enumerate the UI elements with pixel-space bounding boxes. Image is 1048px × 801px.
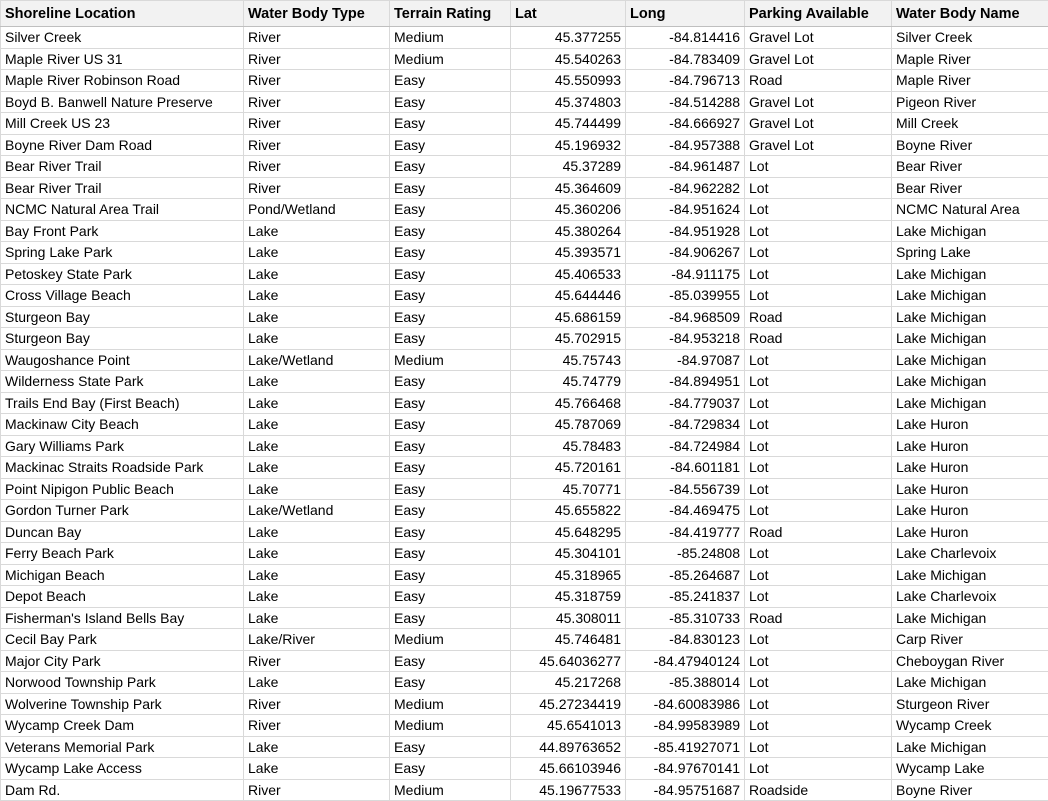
shoreline-location-cell[interactable]: Wycamp Creek Dam <box>1 715 244 737</box>
terrain-rating-cell[interactable]: Easy <box>390 285 511 307</box>
long-cell[interactable]: -85.41927071 <box>626 736 745 758</box>
terrain-rating-cell[interactable]: Easy <box>390 650 511 672</box>
shoreline-location-cell[interactable]: Bear River Trail <box>1 156 244 178</box>
shoreline-location-cell[interactable]: Boyd B. Banwell Nature Preserve <box>1 91 244 113</box>
long-cell[interactable]: -84.796713 <box>626 70 745 92</box>
water-body-name-cell[interactable]: Cheboygan River <box>892 650 1048 672</box>
shoreline-location-cell[interactable]: Veterans Memorial Park <box>1 736 244 758</box>
terrain-rating-cell[interactable]: Easy <box>390 134 511 156</box>
shoreline-location-cell[interactable]: Duncan Bay <box>1 521 244 543</box>
header-row-group <box>1 1 1048 27</box>
table-row <box>1 435 1048 457</box>
terrain-rating-cell[interactable]: Easy <box>390 500 511 522</box>
long-cell[interactable]: -84.95751687 <box>626 779 745 801</box>
parking-available-cell[interactable]: Road <box>745 70 892 92</box>
lat-cell[interactable]: 45.196932 <box>511 134 626 156</box>
lat-cell[interactable]: 45.66103946 <box>511 758 626 780</box>
parking-available-cell[interactable]: Lot <box>745 285 892 307</box>
water-body-type-cell[interactable]: Lake <box>244 242 390 264</box>
long-cell[interactable]: -84.469475 <box>626 500 745 522</box>
shoreline-location-cell[interactable]: Major City Park <box>1 650 244 672</box>
long-cell[interactable]: -84.894951 <box>626 371 745 393</box>
terrain-rating-cell[interactable]: Easy <box>390 199 511 221</box>
table-row <box>1 27 1048 49</box>
lat-cell[interactable]: 45.217268 <box>511 672 626 694</box>
shoreline-location-cell[interactable]: Gordon Turner Park <box>1 500 244 522</box>
lat-cell[interactable]: 45.744499 <box>511 113 626 135</box>
water-body-name-cell[interactable]: Lake Michigan <box>892 263 1048 285</box>
long-cell[interactable]: -85.039955 <box>626 285 745 307</box>
long-cell[interactable]: -84.906267 <box>626 242 745 264</box>
water-body-name-cell[interactable]: Lake Michigan <box>892 736 1048 758</box>
long-cell[interactable]: -84.951624 <box>626 199 745 221</box>
terrain-rating-cell[interactable]: Easy <box>390 435 511 457</box>
shoreline-location-cell[interactable]: Mackinac Straits Roadside Park <box>1 457 244 479</box>
lat-cell[interactable]: 45.702915 <box>511 328 626 350</box>
water-body-name-cell[interactable]: Pigeon River <box>892 91 1048 113</box>
terrain-rating-cell[interactable]: Easy <box>390 371 511 393</box>
parking-available-cell[interactable]: Lot <box>745 457 892 479</box>
terrain-rating-cell[interactable]: Easy <box>390 242 511 264</box>
lat-cell[interactable]: 45.377255 <box>511 27 626 49</box>
table-row <box>1 328 1048 350</box>
long-cell[interactable]: -85.264687 <box>626 564 745 586</box>
terrain-rating-cell[interactable]: Easy <box>390 328 511 350</box>
parking-available-cell[interactable]: Lot <box>745 199 892 221</box>
shoreline-location-cell[interactable]: Dam Rd. <box>1 779 244 801</box>
table-row <box>1 715 1048 737</box>
long-cell[interactable]: -84.830123 <box>626 629 745 651</box>
terrain-rating-cell[interactable]: Easy <box>390 607 511 629</box>
parking-available-cell[interactable]: Lot <box>745 349 892 371</box>
water-body-type-cell[interactable]: Lake <box>244 263 390 285</box>
shoreline-location-cell[interactable]: Maple River Robinson Road <box>1 70 244 92</box>
parking-available-cell[interactable]: Lot <box>745 650 892 672</box>
long-cell[interactable]: -85.24808 <box>626 543 745 565</box>
water-body-name-cell[interactable]: Wycamp Creek <box>892 715 1048 737</box>
terrain-rating-cell[interactable]: Easy <box>390 478 511 500</box>
shoreline-location-cell[interactable]: Depot Beach <box>1 586 244 608</box>
water-body-type-cell[interactable]: River <box>244 134 390 156</box>
water-body-type-cell[interactable]: Lake/Wetland <box>244 349 390 371</box>
lat-cell[interactable]: 45.19677533 <box>511 779 626 801</box>
parking-available-cell[interactable]: Gravel Lot <box>745 134 892 156</box>
shoreline-location-cell[interactable]: Silver Creek <box>1 27 244 49</box>
shoreline-location-cell[interactable]: Wycamp Lake Access <box>1 758 244 780</box>
table-row <box>1 564 1048 586</box>
water-body-name-cell[interactable]: Spring Lake <box>892 242 1048 264</box>
shoreline-location-cell[interactable]: Wilderness State Park <box>1 371 244 393</box>
lat-cell[interactable]: 45.787069 <box>511 414 626 436</box>
terrain-rating-cell[interactable]: Easy <box>390 586 511 608</box>
parking-available-cell[interactable]: Lot <box>745 758 892 780</box>
water-body-name-cell[interactable]: Lake Michigan <box>892 371 1048 393</box>
table-row <box>1 414 1048 436</box>
lat-cell[interactable]: 45.746481 <box>511 629 626 651</box>
water-body-type-cell[interactable]: Lake <box>244 564 390 586</box>
parking-available-cell[interactable]: Lot <box>745 392 892 414</box>
lat-cell[interactable]: 45.70771 <box>511 478 626 500</box>
parking-available-cell[interactable]: Road <box>745 306 892 328</box>
long-cell[interactable]: -85.241837 <box>626 586 745 608</box>
shoreline-location-cell[interactable]: Michigan Beach <box>1 564 244 586</box>
water-body-type-cell[interactable]: Lake <box>244 758 390 780</box>
shoreline-location-cell[interactable]: Boyne River Dam Road <box>1 134 244 156</box>
parking-available-cell[interactable]: Lot <box>745 371 892 393</box>
lat-cell[interactable]: 45.360206 <box>511 199 626 221</box>
table-row <box>1 607 1048 629</box>
terrain-rating-cell[interactable]: Easy <box>390 564 511 586</box>
parking-available-cell[interactable]: Road <box>745 607 892 629</box>
long-cell[interactable]: -84.911175 <box>626 263 745 285</box>
table-row <box>1 500 1048 522</box>
terrain-rating-cell[interactable]: Easy <box>390 306 511 328</box>
long-cell[interactable]: -84.666927 <box>626 113 745 135</box>
table-row <box>1 371 1048 393</box>
lat-cell[interactable]: 45.686159 <box>511 306 626 328</box>
water-body-name-cell[interactable]: Wycamp Lake <box>892 758 1048 780</box>
water-body-type-cell[interactable]: Lake <box>244 371 390 393</box>
terrain-rating-cell[interactable]: Easy <box>390 263 511 285</box>
water-body-name-cell[interactable]: Lake Michigan <box>892 672 1048 694</box>
water-body-name-cell[interactable]: Lake Huron <box>892 478 1048 500</box>
shoreline-location-cell[interactable]: Spring Lake Park <box>1 242 244 264</box>
water-body-name-cell[interactable]: Lake Michigan <box>892 328 1048 350</box>
parking-available-cell[interactable]: Lot <box>745 500 892 522</box>
parking-available-cell[interactable]: Lot <box>745 543 892 565</box>
long-cell[interactable]: -84.601181 <box>626 457 745 479</box>
water-body-type-cell[interactable]: Lake <box>244 736 390 758</box>
table-row <box>1 521 1048 543</box>
lat-cell[interactable]: 45.380264 <box>511 220 626 242</box>
table-row <box>1 91 1048 113</box>
long-cell[interactable]: -84.783409 <box>626 48 745 70</box>
water-body-type-cell[interactable]: River <box>244 693 390 715</box>
shoreline-location-cell[interactable]: Point Nipigon Public Beach <box>1 478 244 500</box>
table-row <box>1 478 1048 500</box>
water-body-type-cell[interactable]: Lake <box>244 543 390 565</box>
water-body-type-cell[interactable]: Lake <box>244 586 390 608</box>
parking-available-cell[interactable]: Lot <box>745 242 892 264</box>
lat-cell[interactable]: 45.393571 <box>511 242 626 264</box>
long-cell[interactable]: -85.310733 <box>626 607 745 629</box>
lat-cell[interactable]: 45.78483 <box>511 435 626 457</box>
long-cell[interactable]: -84.556739 <box>626 478 745 500</box>
long-cell[interactable]: -84.961487 <box>626 156 745 178</box>
long-cell[interactable]: -84.514288 <box>626 91 745 113</box>
shoreline-location-cell[interactable]: Bay Front Park <box>1 220 244 242</box>
parking-available-cell[interactable]: Lot <box>745 586 892 608</box>
water-body-type-cell[interactable]: Lake/River <box>244 629 390 651</box>
parking-available-cell[interactable]: Road <box>745 521 892 543</box>
long-cell[interactable]: -84.814416 <box>626 27 745 49</box>
table-row <box>1 629 1048 651</box>
water-body-name-cell[interactable]: Bear River <box>892 156 1048 178</box>
shoreline-location-cell[interactable]: Norwood Township Park <box>1 672 244 694</box>
terrain-rating-cell[interactable]: Easy <box>390 758 511 780</box>
water-body-type-cell[interactable]: Lake <box>244 478 390 500</box>
table-row <box>1 586 1048 608</box>
lat-cell[interactable]: 45.6541013 <box>511 715 626 737</box>
terrain-rating-cell[interactable]: Medium <box>390 693 511 715</box>
lat-cell[interactable]: 45.655822 <box>511 500 626 522</box>
water-body-name-cell[interactable]: Lake Huron <box>892 435 1048 457</box>
lat-cell[interactable]: 45.374803 <box>511 91 626 113</box>
water-body-name-cell[interactable]: Mill Creek <box>892 113 1048 135</box>
shoreline-location-cell[interactable]: Wolverine Township Park <box>1 693 244 715</box>
water-body-type-cell[interactable]: Pond/Wetland <box>244 199 390 221</box>
shoreline-location-cell[interactable]: Trails End Bay (First Beach) <box>1 392 244 414</box>
parking-available-cell[interactable]: Gravel Lot <box>745 91 892 113</box>
lat-cell[interactable]: 45.304101 <box>511 543 626 565</box>
shoreline-location-cell[interactable]: Sturgeon Bay <box>1 306 244 328</box>
water-body-name-cell[interactable]: Lake Michigan <box>892 392 1048 414</box>
column-header-long[interactable]: Long <box>626 1 745 27</box>
terrain-rating-cell[interactable]: Easy <box>390 177 511 199</box>
lat-cell[interactable]: 45.74779 <box>511 371 626 393</box>
water-body-type-cell[interactable]: River <box>244 48 390 70</box>
column-header-water-body-type[interactable]: Water Body Type <box>244 1 390 27</box>
long-cell[interactable]: -84.779037 <box>626 392 745 414</box>
water-body-name-cell[interactable]: Maple River <box>892 48 1048 70</box>
parking-available-cell[interactable]: Lot <box>745 672 892 694</box>
terrain-rating-cell[interactable]: Easy <box>390 543 511 565</box>
water-body-type-cell[interactable]: River <box>244 27 390 49</box>
terrain-rating-cell[interactable]: Easy <box>390 156 511 178</box>
parking-available-cell[interactable]: Lot <box>745 629 892 651</box>
terrain-rating-cell[interactable]: Easy <box>390 672 511 694</box>
water-body-type-cell[interactable]: River <box>244 177 390 199</box>
lat-cell[interactable]: 45.75743 <box>511 349 626 371</box>
shoreline-location-cell[interactable]: NCMC Natural Area Trail <box>1 199 244 221</box>
parking-available-cell[interactable]: Lot <box>745 693 892 715</box>
lat-cell[interactable]: 45.37289 <box>511 156 626 178</box>
table-row <box>1 263 1048 285</box>
water-body-name-cell[interactable]: Lake Michigan <box>892 285 1048 307</box>
water-body-type-cell[interactable]: Lake <box>244 392 390 414</box>
column-header-terrain-rating[interactable]: Terrain Rating <box>390 1 511 27</box>
table-row <box>1 543 1048 565</box>
table-row <box>1 177 1048 199</box>
shoreline-location-cell[interactable]: Waugoshance Point <box>1 349 244 371</box>
terrain-rating-cell[interactable]: Easy <box>390 220 511 242</box>
parking-available-cell[interactable]: Lot <box>745 736 892 758</box>
water-body-type-cell[interactable]: River <box>244 70 390 92</box>
long-cell[interactable]: -84.962282 <box>626 177 745 199</box>
long-cell[interactable]: -84.724984 <box>626 435 745 457</box>
water-body-name-cell[interactable]: Lake Charlevoix <box>892 586 1048 608</box>
terrain-rating-cell[interactable]: Medium <box>390 715 511 737</box>
long-cell[interactable]: -84.953218 <box>626 328 745 350</box>
shoreline-location-cell[interactable]: Fisherman's Island Bells Bay <box>1 607 244 629</box>
lat-cell[interactable]: 45.766468 <box>511 392 626 414</box>
lat-cell[interactable]: 45.318759 <box>511 586 626 608</box>
lat-cell[interactable]: 45.648295 <box>511 521 626 543</box>
water-body-name-cell[interactable]: Lake Huron <box>892 500 1048 522</box>
column-header-water-body-name[interactable]: Water Body Name <box>892 1 1048 27</box>
long-cell[interactable]: -84.97087 <box>626 349 745 371</box>
water-body-name-cell[interactable]: NCMC Natural Area <box>892 199 1048 221</box>
lat-cell[interactable]: 45.540263 <box>511 48 626 70</box>
lat-cell[interactable]: 45.720161 <box>511 457 626 479</box>
table-row <box>1 48 1048 70</box>
lat-cell[interactable]: 45.308011 <box>511 607 626 629</box>
shoreline-location-cell[interactable]: Maple River US 31 <box>1 48 244 70</box>
terrain-rating-cell[interactable]: Easy <box>390 113 511 135</box>
table-row <box>1 693 1048 715</box>
long-cell[interactable]: -84.729834 <box>626 414 745 436</box>
table-row <box>1 285 1048 307</box>
table-row <box>1 672 1048 694</box>
water-body-name-cell[interactable]: Lake Michigan <box>892 564 1048 586</box>
water-body-type-cell[interactable]: Lake <box>244 607 390 629</box>
shoreline-location-cell[interactable]: Bear River Trail <box>1 177 244 199</box>
parking-available-cell[interactable]: Roadside <box>745 779 892 801</box>
column-header-shoreline-location[interactable]: Shoreline Location <box>1 1 244 27</box>
water-body-name-cell[interactable]: Lake Huron <box>892 457 1048 479</box>
water-body-name-cell[interactable]: Lake Michigan <box>892 349 1048 371</box>
water-body-type-cell[interactable]: River <box>244 156 390 178</box>
terrain-rating-cell[interactable]: Easy <box>390 70 511 92</box>
water-body-type-cell[interactable]: River <box>244 715 390 737</box>
lat-cell[interactable]: 45.406533 <box>511 263 626 285</box>
water-body-name-cell[interactable]: Silver Creek <box>892 27 1048 49</box>
table-row <box>1 113 1048 135</box>
table-body <box>1 27 1048 801</box>
parking-available-cell[interactable]: Lot <box>745 564 892 586</box>
water-body-type-cell[interactable]: Lake <box>244 435 390 457</box>
water-body-type-cell[interactable]: Lake/Wetland <box>244 500 390 522</box>
table-row <box>1 242 1048 264</box>
water-body-type-cell[interactable]: River <box>244 650 390 672</box>
water-body-name-cell[interactable]: Lake Huron <box>892 414 1048 436</box>
long-cell[interactable]: -84.419777 <box>626 521 745 543</box>
column-header-lat[interactable]: Lat <box>511 1 626 27</box>
water-body-type-cell[interactable]: Lake <box>244 306 390 328</box>
parking-available-cell[interactable]: Lot <box>745 478 892 500</box>
lat-cell[interactable]: 45.550993 <box>511 70 626 92</box>
parking-available-cell[interactable]: Lot <box>745 435 892 457</box>
terrain-rating-cell[interactable]: Medium <box>390 779 511 801</box>
parking-available-cell[interactable]: Lot <box>745 263 892 285</box>
long-cell[interactable]: -84.968509 <box>626 306 745 328</box>
water-body-name-cell[interactable]: Lake Michigan <box>892 220 1048 242</box>
parking-available-cell[interactable]: Gravel Lot <box>745 48 892 70</box>
water-body-name-cell[interactable]: Lake Charlevoix <box>892 543 1048 565</box>
table-row <box>1 758 1048 780</box>
table-row <box>1 349 1048 371</box>
water-body-name-cell[interactable]: Maple River <box>892 70 1048 92</box>
water-body-type-cell[interactable]: River <box>244 113 390 135</box>
water-body-name-cell[interactable]: Boyne River <box>892 134 1048 156</box>
lat-cell[interactable]: 45.364609 <box>511 177 626 199</box>
lat-cell[interactable]: 45.644446 <box>511 285 626 307</box>
shoreline-location-cell[interactable]: Ferry Beach Park <box>1 543 244 565</box>
water-body-name-cell[interactable]: Boyne River <box>892 779 1048 801</box>
table-row <box>1 220 1048 242</box>
header-row <box>1 1 1048 27</box>
terrain-rating-cell[interactable]: Medium <box>390 27 511 49</box>
water-body-type-cell[interactable]: Lake <box>244 220 390 242</box>
terrain-rating-cell[interactable]: Medium <box>390 349 511 371</box>
long-cell[interactable]: -84.60083986 <box>626 693 745 715</box>
water-body-name-cell[interactable]: Lake Michigan <box>892 306 1048 328</box>
table-row <box>1 306 1048 328</box>
long-cell[interactable]: -84.47940124 <box>626 650 745 672</box>
terrain-rating-cell[interactable]: Easy <box>390 414 511 436</box>
parking-available-cell[interactable]: Gravel Lot <box>745 27 892 49</box>
parking-available-cell[interactable]: Lot <box>745 414 892 436</box>
shoreline-location-cell[interactable]: Sturgeon Bay <box>1 328 244 350</box>
parking-available-cell[interactable]: Gravel Lot <box>745 113 892 135</box>
water-body-name-cell[interactable]: Lake Michigan <box>892 607 1048 629</box>
parking-available-cell[interactable]: Lot <box>745 177 892 199</box>
table-row <box>1 650 1048 672</box>
table-row <box>1 199 1048 221</box>
water-body-type-cell[interactable]: River <box>244 779 390 801</box>
water-body-type-cell[interactable]: River <box>244 91 390 113</box>
terrain-rating-cell[interactable]: Easy <box>390 392 511 414</box>
parking-available-cell[interactable]: Lot <box>745 715 892 737</box>
long-cell[interactable]: -84.951928 <box>626 220 745 242</box>
terrain-rating-cell[interactable]: Easy <box>390 521 511 543</box>
water-body-type-cell[interactable]: Lake <box>244 414 390 436</box>
parking-available-cell[interactable]: Lot <box>745 220 892 242</box>
water-body-name-cell[interactable]: Carp River <box>892 629 1048 651</box>
lat-cell[interactable]: 44.89763652 <box>511 736 626 758</box>
long-cell[interactable]: -84.957388 <box>626 134 745 156</box>
water-body-type-cell[interactable]: Lake <box>244 672 390 694</box>
table-row <box>1 392 1048 414</box>
lat-cell[interactable]: 45.27234419 <box>511 693 626 715</box>
table-row <box>1 457 1048 479</box>
water-body-type-cell[interactable]: Lake <box>244 521 390 543</box>
table-row <box>1 736 1048 758</box>
parking-available-cell[interactable]: Lot <box>745 156 892 178</box>
table-row <box>1 70 1048 92</box>
shoreline-location-cell[interactable]: Gary Williams Park <box>1 435 244 457</box>
parking-available-cell[interactable]: Road <box>745 328 892 350</box>
terrain-rating-cell[interactable]: Easy <box>390 91 511 113</box>
shoreline-location-cell[interactable]: Cecil Bay Park <box>1 629 244 651</box>
table-row <box>1 134 1048 156</box>
water-body-type-cell[interactable]: Lake <box>244 457 390 479</box>
column-header-parking-available[interactable]: Parking Available <box>745 1 892 27</box>
table-row <box>1 156 1048 178</box>
shoreline-location-cell[interactable]: Petoskey State Park <box>1 263 244 285</box>
terrain-rating-cell[interactable]: Medium <box>390 629 511 651</box>
water-body-name-cell[interactable]: Bear River <box>892 177 1048 199</box>
shoreline-location-cell[interactable]: Mill Creek US 23 <box>1 113 244 135</box>
terrain-rating-cell[interactable]: Easy <box>390 457 511 479</box>
long-cell[interactable]: -84.99583989 <box>626 715 745 737</box>
table-row <box>1 779 1048 801</box>
shoreline-location-cell[interactable]: Cross Village Beach <box>1 285 244 307</box>
terrain-rating-cell[interactable]: Easy <box>390 736 511 758</box>
water-body-name-cell[interactable]: Sturgeon River <box>892 693 1048 715</box>
long-cell[interactable]: -84.97670141 <box>626 758 745 780</box>
lat-cell[interactable]: 45.318965 <box>511 564 626 586</box>
shoreline-location-cell[interactable]: Mackinaw City Beach <box>1 414 244 436</box>
terrain-rating-cell[interactable]: Medium <box>390 48 511 70</box>
lat-cell[interactable]: 45.64036277 <box>511 650 626 672</box>
long-cell[interactable]: -85.388014 <box>626 672 745 694</box>
water-body-name-cell[interactable]: Lake Huron <box>892 521 1048 543</box>
water-body-type-cell[interactable]: Lake <box>244 328 390 350</box>
water-body-type-cell[interactable]: Lake <box>244 285 390 307</box>
